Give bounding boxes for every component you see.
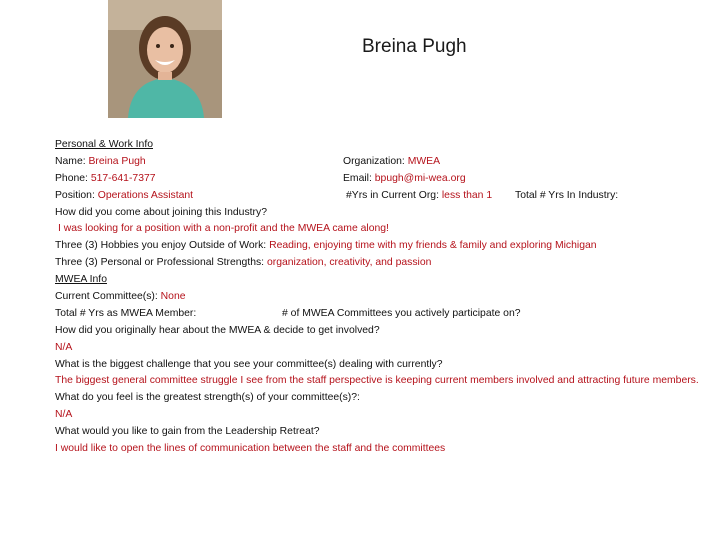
hobbies-value: Reading, enjoying time with my friends & family and exploring Michigan	[269, 240, 597, 252]
position-label: Position:	[55, 189, 95, 201]
email-label: Email:	[343, 172, 372, 184]
committee-value: None	[160, 291, 186, 303]
joining-answer: I was looking for a position with a non-profit and the MWEA came along!	[58, 223, 389, 235]
strength-question: What do you feel is the greatest strength(s) of your committee(s)?:	[55, 392, 360, 404]
email-field	[343, 171, 466, 188]
page-title: Breina Pugh	[362, 36, 467, 57]
phone-value: 517-641-7377	[90, 172, 156, 184]
years-in-org-label: #Yrs in Current Org:	[346, 189, 439, 201]
gain-answer: I would like to open the lines of communication between the staff and the committees	[55, 443, 446, 455]
name-label: Name:	[55, 155, 86, 167]
strengths-label: Three (3) Personal or Professional Strengths:	[55, 257, 265, 269]
section-heading-mwea: MWEA Info	[55, 274, 107, 286]
phone-row	[55, 171, 705, 188]
committees-count-label: # of MWEA Committees you actively participate on?	[282, 307, 521, 319]
person-photo-icon	[108, 0, 222, 118]
position-row	[55, 188, 705, 205]
organization-label: Organization:	[343, 155, 405, 167]
strengths-row	[55, 255, 705, 272]
hobbies-row	[55, 238, 705, 255]
strengths-value: organization, creativity, and passion	[266, 257, 432, 269]
joining-question: How did you come about joining this Industry?	[55, 206, 267, 218]
email-value: bpugh@mi-wea.org	[374, 172, 466, 184]
years-in-org-value: less than 1	[441, 189, 493, 201]
hear-question: How did you originally hear about the MWEA & decide to get involved?	[55, 324, 380, 336]
profile-info	[55, 137, 705, 458]
years-in-industry-label: Total # Yrs In Industry:	[515, 189, 619, 201]
profile-photo	[108, 0, 222, 118]
organization-value: MWEA	[407, 155, 441, 167]
committee-row	[55, 289, 705, 306]
hobbies-label: Three (3) Hobbies you enjoy Outside of Work:	[55, 240, 267, 252]
strength-answer: N/A	[55, 409, 73, 421]
committee-label: Current Committee(s):	[55, 291, 158, 303]
challenge-answer: The biggest general committee struggle I see from the staff perspective is keeping current members involved and attracting future members.	[55, 375, 699, 387]
challenge-question: What is the biggest challenge that you see your committee(s) dealing with currently?	[55, 358, 443, 370]
section-heading-personal: Personal & Work Info	[55, 139, 153, 150]
name-row	[55, 154, 705, 171]
years-in-org-field	[346, 188, 492, 205]
gain-question: What would you like to gain from the Leadership Retreat?	[55, 426, 320, 438]
organization-field	[343, 154, 440, 171]
years-member-label: Total # Yrs as MWEA Member:	[55, 307, 197, 319]
name-value: Breina Pugh	[88, 155, 146, 167]
membership-row	[55, 306, 705, 323]
phone-label: Phone:	[55, 172, 88, 184]
position-value: Operations Assistant	[97, 189, 194, 201]
hear-answer: N/A	[55, 341, 73, 353]
